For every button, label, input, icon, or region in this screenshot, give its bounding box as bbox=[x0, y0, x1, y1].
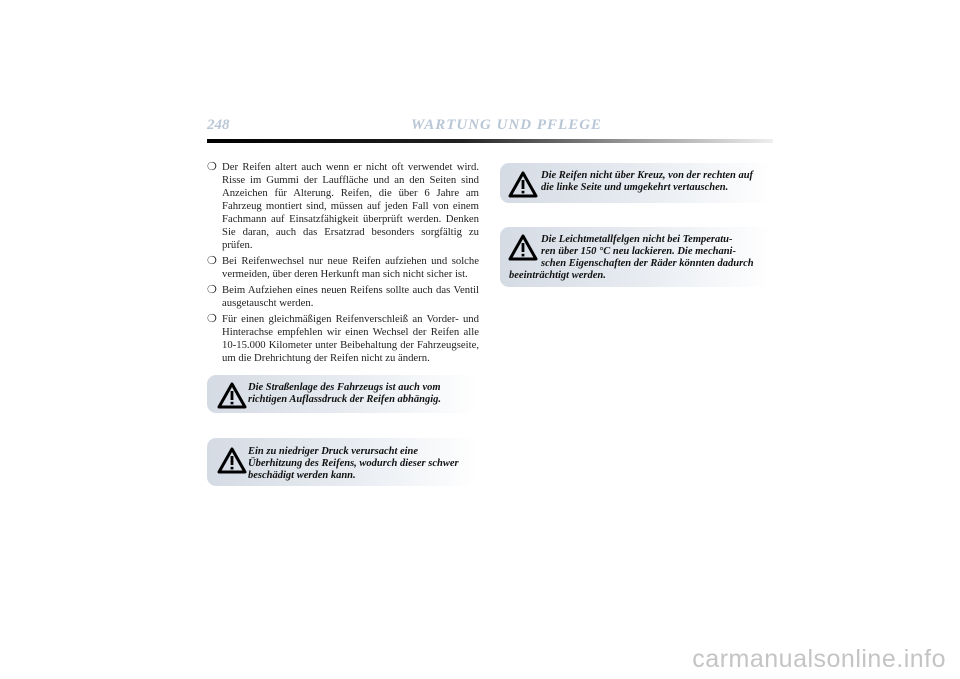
page-number: 248 bbox=[207, 117, 230, 133]
warning-text-line: beeinträchtigt werden. bbox=[509, 270, 606, 281]
list-item bbox=[207, 313, 479, 365]
list-item-text: Für einen gleichmäßigen Reifenverschleiß an Vorder- und Hinterachse empfehlen wir einen Wechsel der Reifen alle 10-15.000 Kilometer unter Beibehaltung der Fahrzeugseite, um die Drehrichtung der Reifen nicht zu ändern. bbox=[222, 313, 479, 364]
warning-triangle-icon bbox=[217, 447, 247, 474]
bullet-icon: ❍ bbox=[207, 255, 217, 267]
warning-box-low-pressure bbox=[207, 438, 478, 486]
left-column bbox=[207, 161, 479, 368]
warning-text-line: ren über 150 °C neu lackieren. Die mechani- bbox=[541, 246, 736, 257]
warning-text bbox=[509, 234, 767, 282]
bullet-icon: ❍ bbox=[207, 313, 217, 325]
bullet-list bbox=[207, 161, 479, 365]
list-item-text: Der Reifen altert auch wenn er nicht oft verwendet wird. Risse im Gummi der Lauffläche und an den Seiten sind Anzeichen für Alterung. Reifen, die über 6 Jahre am Fahrzeug montiert sind, müssen auf jeden Fall von einem Fachmann auf Einsatzfähigkeit überprüft werden. Denken Sie daran, auch das Ersatzrad besonders sorgfältig zu prüfen. bbox=[222, 161, 479, 251]
warning-text: Die Straßenlage des Fahrzeugs ist auch vom richtigen Auflassdruck der Reifen abhängig. bbox=[248, 382, 442, 405]
list-item bbox=[207, 284, 479, 310]
warning-text-line: Die Leichtmetallfelgen nicht bei Temperatu- bbox=[541, 234, 733, 245]
warning-box-road-holding bbox=[207, 375, 478, 413]
header-rule bbox=[207, 139, 773, 143]
warning-text: Die Reifen nicht über Kreuz, von der rechten auf die linke Seite und umgekehrt vertauschen. bbox=[541, 170, 754, 193]
list-item bbox=[207, 161, 479, 252]
bullet-icon: ❍ bbox=[207, 284, 217, 296]
warning-triangle-icon bbox=[508, 171, 538, 198]
list-item bbox=[207, 255, 479, 281]
warning-box-no-cross-swap bbox=[500, 163, 772, 203]
list-item-text: Bei Reifenwechsel nur neue Reifen aufziehen und solche vermeiden, über deren Herkunft man sich nicht sicher ist. bbox=[222, 255, 479, 280]
warning-triangle-icon bbox=[217, 382, 247, 409]
bullet-icon: ❍ bbox=[207, 161, 217, 173]
list-item-text: Beim Aufziehen eines neuen Reifens sollte auch das Ventil ausgetauscht werden. bbox=[222, 284, 479, 309]
section-title: WARTUNG UND PFLEGE bbox=[411, 117, 603, 133]
warning-box-alloy-rims bbox=[500, 227, 772, 287]
page-header bbox=[207, 117, 773, 147]
warning-text: Ein zu niedriger Druck verursacht eine Überhitzung des Reifens, wodurch dieser schwer beschädigt werden kann. bbox=[248, 446, 459, 481]
warning-text-line: schen Eigenschaften der Räder könnten dadurch bbox=[541, 258, 754, 269]
watermark: carmanualsonline.info bbox=[692, 645, 946, 673]
